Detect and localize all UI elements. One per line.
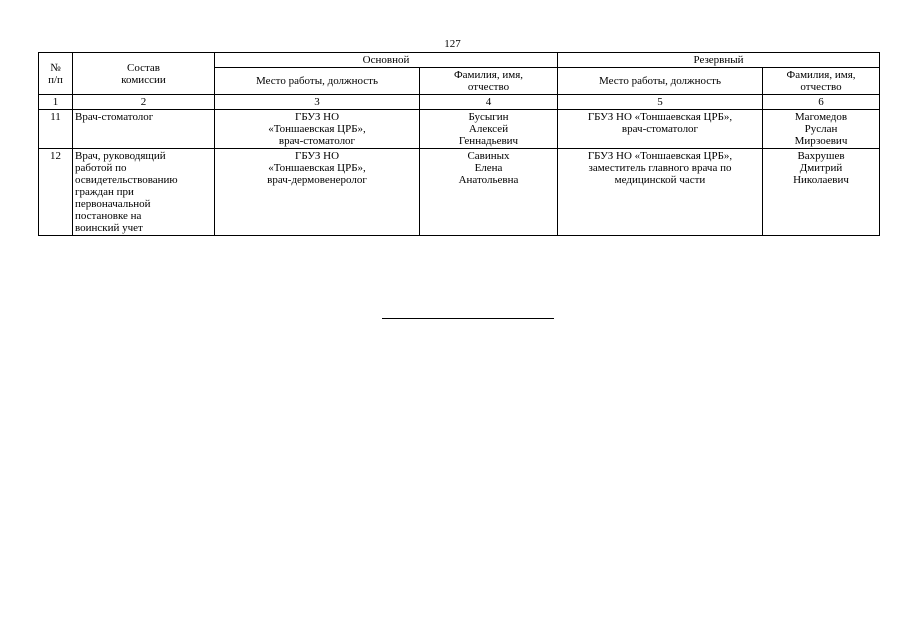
column-number: 3 bbox=[215, 95, 420, 110]
commission-table bbox=[38, 52, 880, 236]
end-divider-line bbox=[382, 318, 554, 319]
row-reserve-workplace: ГБУЗ НО «Тоншаевская ЦРБ», врач-стоматолог bbox=[558, 110, 763, 149]
header-composition: Состав комиссии bbox=[73, 53, 215, 95]
row-composition: Врач, руководящий работой по освидетельствованию граждан при первоначальной постановке на воинский учет bbox=[73, 149, 215, 236]
row-reserve-workplace: ГБУЗ НО «Тоншаевская ЦРБ», заместитель главного врача по медицинской части bbox=[558, 149, 763, 236]
column-number-row bbox=[39, 95, 880, 110]
row-main-name: Савиных Елена Анатольевна bbox=[420, 149, 558, 236]
page-number: 127 bbox=[444, 38, 461, 50]
row-reserve-name: Вахрушев Дмитрий Николаевич bbox=[763, 149, 880, 236]
row-main-workplace: ГБУЗ НО «Тоншаевская ЦРБ», врач-дермовенеролог bbox=[215, 149, 420, 236]
column-number: 4 bbox=[420, 95, 558, 110]
column-number: 2 bbox=[73, 95, 215, 110]
header-main-workplace: Место работы, должность bbox=[215, 68, 420, 95]
table-row bbox=[39, 110, 880, 149]
row-reserve-name: Магомедов Руслан Мирзоевич bbox=[763, 110, 880, 149]
row-composition: Врач-стоматолог bbox=[73, 110, 215, 149]
header-reserve-group: Резервный bbox=[558, 53, 880, 68]
row-num: 11 bbox=[39, 110, 73, 149]
header-reserve-name: Фамилия, имя, отчество bbox=[763, 68, 880, 95]
header-main-group: Основной bbox=[215, 53, 558, 68]
row-main-name: Бусыгин Алексей Геннадьевич bbox=[420, 110, 558, 149]
header-reserve-workplace: Место работы, должность bbox=[558, 68, 763, 95]
column-number: 5 bbox=[558, 95, 763, 110]
row-num: 12 bbox=[39, 149, 73, 236]
table-row bbox=[39, 149, 880, 236]
row-main-workplace: ГБУЗ НО «Тоншаевская ЦРБ», врач-стоматолог bbox=[215, 110, 420, 149]
header-num: № п/п bbox=[39, 53, 73, 95]
header-main-name: Фамилия, имя, отчество bbox=[420, 68, 558, 95]
column-number: 6 bbox=[763, 95, 880, 110]
column-number: 1 bbox=[39, 95, 73, 110]
table-header-row-1 bbox=[39, 53, 880, 68]
